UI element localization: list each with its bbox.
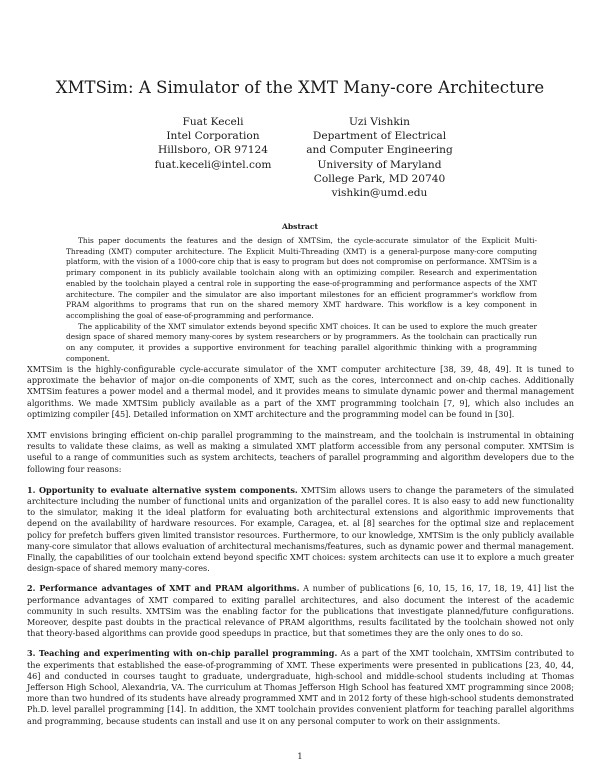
abstract-heading: Abstract <box>281 222 319 231</box>
list-item-heading: 1. Opportunity to evaluate alternative system components. <box>27 484 298 495</box>
author-1-email: fuat.keceli@intel.com <box>154 158 272 171</box>
author-2-email: vishkin@umd.edu <box>331 187 428 200</box>
author-2-dept-line2: and Computer Engineering <box>306 144 453 157</box>
page-number: 1 <box>297 752 303 762</box>
list-item <box>27 583 574 639</box>
abstract-paragraph: The applicability of the XMT simulator extends beyond specific XMT choices. It can be used to explore the much greater design space of shared memory many-cores by system researchers or by programmers. As the toolchain can practically run on any computer, it provides a supportive environment for teaching parallel algorithmic thinking with a programming component. <box>66 321 537 363</box>
author-2-address: College Park, MD 20740 <box>313 172 446 185</box>
list-item-text: A number of publications [6, 10, 15, 16, 17, 18, 19, 41] list the performance advantages of XMT compared to exiting parallel architectures, and also document the interest of the academic community in such results. XMTSim was the enabling factor for the publications that investigate planned/future configurations. Moreover, despite past doubts in the practical relevance of PRAM algorithms, results facilitated by the toolchain showed not only that theory-based algorithms can provide good speedups in practice, but that sometimes they are the only ones to do so. <box>27 583 574 639</box>
body-paragraph: XMTSim is the highly-configurable cycle-accurate simulator of the XMT computer architecture [38, 39, 48, 49]. It is tuned to approximate the behavior of major on-die components of XMT, such as the cores, interconnect and on-chip caches. Additionally XMTSim features a power model and a thermal model, and it provides means to simulate dynamic power and thermal management algorithms. We made XMTSim publicly available as a part of the XMT programming toolchain [7, 9], which also includes an optimizing compiler [45]. Detailed information on XMT architecture and the programming model can be found in [30]. <box>27 364 574 419</box>
list-item <box>27 485 574 575</box>
abstract <box>66 236 537 364</box>
author-1-affiliation: Intel Corporation <box>166 130 260 143</box>
list-item-text: XMTSim allows users to change the parameters of the simulated architecture including the number of functional units and organization of the parallel cores. It is also easy to add new functionality to the simulator, making it the ideal platform for evaluating both architectural extensions and algorithmic improvements that depend on the availability of hardware resources. For example, Caragea, et. al [8] searches for the optimal size and replacement policy for prefetch buffers given limited transistor resources. Furthermore, to our knowledge, XMTSim is the only publicly available many-core simulator that allows evaluation of architectural mechanisms/features, such as dynamic power and thermal management. Finally, the capabilities of our toolchain extend beyond specific XMT choices: system architects can use it to explore a much greater design-space of shared memory many-cores. <box>27 484 574 574</box>
author-2-university: University of Maryland <box>317 158 442 171</box>
list-item <box>27 648 574 726</box>
author-2-dept-line1: Department of Electrical <box>312 130 447 143</box>
list-item-text: As a part of the XMT toolchain, XMTSim contributed to the experiments that established the ease-of-programming of XMT. These experiments were presented in publications [23, 40, 44, 46] and conducted in courses taught to graduate, undergraduate, high-school and middle-school students including at Thomas Jefferson High School, Alexandria, VA. The curriculum at Thomas Jefferson High School has featured XMT programming since 2008; more than two hundred of its students have already programmed XMT and in 2012 forty of these high-school students demonstrated Ph.D. level parallel programming [14]. In addition, the XMT toolchain provides convenient platform for teaching parallel algorithms and programming, because students can install and use it on any personal computer to work on their assignments. <box>27 648 574 726</box>
author-1 <box>121 115 305 172</box>
author-1-name: Fuat Keceli <box>182 116 244 128</box>
author-1-address: Hillsboro, OR 97124 <box>158 144 268 157</box>
author-2 <box>290 115 469 200</box>
paper-title: XMTSim: A Simulator of the XMT Many-core Architecture <box>55 78 545 97</box>
list-item-heading: 3. Teaching and experimenting with on-chip parallel programming. <box>27 648 338 659</box>
abstract-paragraph: This paper documents the features and the design of XMTSim, the cycle-accurate simulator of the Explicit Multi-Threading (XMT) computer architecture. The Explicit Multi-Threading (XMT) is a general-purpose many-core computing platform, with the vision of a 1000-core chip that is easy to program but does not compromise on performance. XMTSim is a primary component in its publicly available toolchain along with an optimizing compiler. Research and experimentation enabled by the toolchain played a central role in supporting the ease-of-programming and performance aspects of the XMT architecture. The compiler and the simulator are also important milestones for an efficient programmer's workflow from PRAM algorithms to programs that run on the shared memory XMT hardware. This workflow is a key component in accomplishing the goal of ease-of-programming and performance. <box>66 236 537 320</box>
body-paragraph: XMT envisions bringing efficient on-chip parallel programming to the mainstream, and the toolchain is instrumental in obtaining results to validate these claims, as well as making a simulated XMT platform accessible from any personal computer. XMTSim is useful to a range of communities such as system architects, teachers of parallel programming and algorithm developers due to the following four reasons: <box>27 430 574 474</box>
list-item-heading: 2. Performance advantages of XMT and PRAM algorithms. <box>27 583 300 594</box>
author-2-name: Uzi Vishkin <box>348 116 410 128</box>
body-text <box>27 364 574 736</box>
